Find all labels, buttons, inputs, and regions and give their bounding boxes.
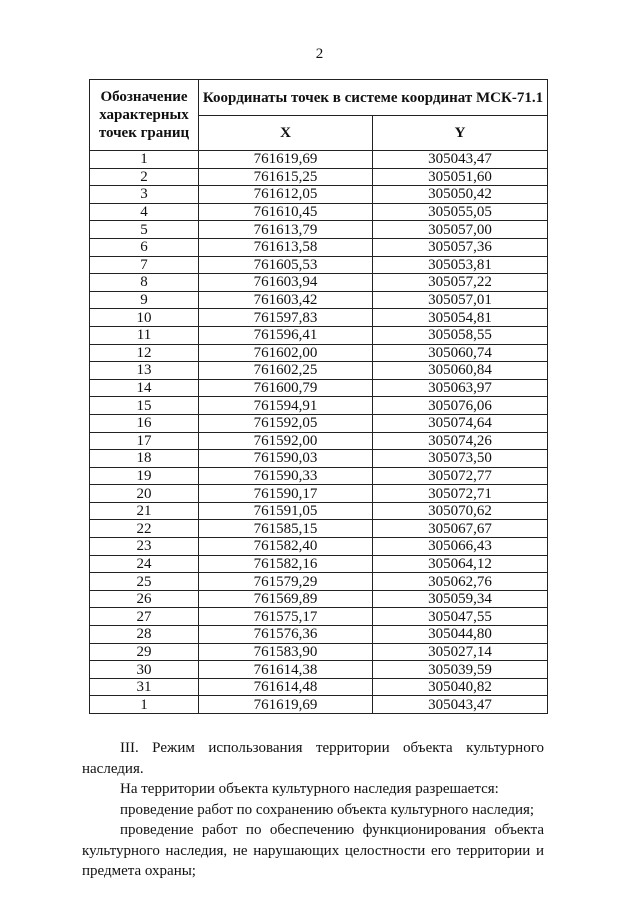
point-number-cell: 4 bbox=[90, 203, 199, 221]
y-coordinate-cell: 305055,05 bbox=[373, 203, 548, 221]
x-coordinate-cell: 761619,69 bbox=[199, 696, 373, 714]
table-row bbox=[90, 256, 548, 274]
point-number-cell: 9 bbox=[90, 291, 199, 309]
x-coordinate-cell: 761590,17 bbox=[199, 485, 373, 503]
table-row bbox=[90, 186, 548, 204]
point-number-cell: 26 bbox=[90, 590, 199, 608]
x-coordinate-cell: 761597,83 bbox=[199, 309, 373, 327]
table-row bbox=[90, 502, 548, 520]
table-row bbox=[90, 291, 548, 309]
y-coordinate-cell: 305074,26 bbox=[373, 432, 548, 450]
table-row bbox=[90, 309, 548, 327]
point-number-cell: 20 bbox=[90, 485, 199, 503]
point-number-cell: 16 bbox=[90, 414, 199, 432]
section-heading-paragraph: III. Режим использования территории объекта культурного наследия. bbox=[82, 740, 544, 777]
point-number-cell: 12 bbox=[90, 344, 199, 362]
x-coordinate-cell: 761614,38 bbox=[199, 661, 373, 679]
table-row bbox=[90, 203, 548, 221]
y-coordinate-cell: 305060,74 bbox=[373, 344, 548, 362]
coordinates-table bbox=[89, 79, 548, 714]
x-coordinate-cell: 761615,25 bbox=[199, 168, 373, 186]
point-number-cell: 5 bbox=[90, 221, 199, 239]
point-number-cell: 2 bbox=[90, 168, 199, 186]
point-number-cell: 19 bbox=[90, 467, 199, 485]
point-number-cell: 27 bbox=[90, 608, 199, 626]
y-coordinate-cell: 305043,47 bbox=[373, 151, 548, 169]
y-coordinate-cell: 305027,14 bbox=[373, 643, 548, 661]
y-coordinate-cell: 305057,00 bbox=[373, 221, 548, 239]
point-number-cell: 23 bbox=[90, 538, 199, 556]
table-row bbox=[90, 274, 548, 292]
point-number-cell: 1 bbox=[90, 151, 199, 169]
x-coordinate-cell: 761610,45 bbox=[199, 203, 373, 221]
point-number-cell: 24 bbox=[90, 555, 199, 573]
table-row bbox=[90, 590, 548, 608]
point-number-cell: 8 bbox=[90, 274, 199, 292]
x-coordinate-cell: 761592,00 bbox=[199, 432, 373, 450]
y-coordinate-cell: 305063,97 bbox=[373, 379, 548, 397]
table-row bbox=[90, 520, 548, 538]
table-row bbox=[90, 626, 548, 644]
x-coordinate-cell: 761583,90 bbox=[199, 643, 373, 661]
point-column-header: Обозначение характерных точек границ bbox=[90, 80, 199, 151]
y-coordinate-cell: 305062,76 bbox=[373, 573, 548, 591]
table-row bbox=[90, 485, 548, 503]
y-coordinate-cell: 305058,55 bbox=[373, 326, 548, 344]
y-coordinate-cell: 305053,81 bbox=[373, 256, 548, 274]
table-row bbox=[90, 238, 548, 256]
y-coordinate-cell: 305060,84 bbox=[373, 362, 548, 380]
y-coordinate-cell: 305072,71 bbox=[373, 485, 548, 503]
x-coordinate-cell: 761591,05 bbox=[199, 502, 373, 520]
y-coordinate-cell: 305070,62 bbox=[373, 502, 548, 520]
regime-text bbox=[82, 738, 544, 882]
table-row bbox=[90, 397, 548, 415]
x-coordinate-cell: 761612,05 bbox=[199, 186, 373, 204]
x-coordinate-cell: 761600,79 bbox=[199, 379, 373, 397]
table-row bbox=[90, 326, 548, 344]
table-row bbox=[90, 344, 548, 362]
point-number-cell: 21 bbox=[90, 502, 199, 520]
table-row bbox=[90, 555, 548, 573]
table-row bbox=[90, 168, 548, 186]
point-number-cell: 11 bbox=[90, 326, 199, 344]
y-coordinate-cell: 305040,82 bbox=[373, 678, 548, 696]
point-number-cell: 28 bbox=[90, 626, 199, 644]
point-number-cell: 14 bbox=[90, 379, 199, 397]
x-coordinate-cell: 761596,41 bbox=[199, 326, 373, 344]
point-number-cell: 7 bbox=[90, 256, 199, 274]
x-coordinate-cell: 761603,42 bbox=[199, 291, 373, 309]
y-coordinate-cell: 305057,36 bbox=[373, 238, 548, 256]
x-coordinate-cell: 761602,25 bbox=[199, 362, 373, 380]
text-paragraph: проведение работ по обеспечению функционирования объекта культурного наследия, не нарушающих целостности его территории и предмета охраны; bbox=[82, 822, 544, 879]
point-number-cell: 25 bbox=[90, 573, 199, 591]
y-coordinate-cell: 305047,55 bbox=[373, 608, 548, 626]
y-coordinate-cell: 305076,06 bbox=[373, 397, 548, 415]
y-coordinate-cell: 305057,22 bbox=[373, 274, 548, 292]
y-coordinate-cell: 305051,60 bbox=[373, 168, 548, 186]
point-number-cell: 17 bbox=[90, 432, 199, 450]
coordinate-system-header: Координаты точек в системе координат МСК-71.1 bbox=[199, 80, 548, 116]
table-row bbox=[90, 661, 548, 679]
point-number-cell: 15 bbox=[90, 397, 199, 415]
y-coordinate-cell: 305064,12 bbox=[373, 555, 548, 573]
x-coordinate-cell: 761592,05 bbox=[199, 414, 373, 432]
point-number-cell: 31 bbox=[90, 678, 199, 696]
coordinates-table-body bbox=[90, 151, 548, 714]
x-coordinate-cell: 761590,33 bbox=[199, 467, 373, 485]
point-number-cell: 30 bbox=[90, 661, 199, 679]
point-number-cell: 22 bbox=[90, 520, 199, 538]
text-paragraph: На территории объекта культурного наследия разрешается: bbox=[120, 781, 499, 797]
y-coordinate-cell: 305074,64 bbox=[373, 414, 548, 432]
y-coordinate-cell: 305057,01 bbox=[373, 291, 548, 309]
x-coordinate-cell: 761594,91 bbox=[199, 397, 373, 415]
table-row bbox=[90, 643, 548, 661]
y-coordinate-cell: 305072,77 bbox=[373, 467, 548, 485]
x-coordinate-cell: 761575,17 bbox=[199, 608, 373, 626]
table-row bbox=[90, 608, 548, 626]
y-coordinate-cell: 305054,81 bbox=[373, 309, 548, 327]
y-coordinate-cell: 305044,80 bbox=[373, 626, 548, 644]
x-coordinate-cell: 761614,48 bbox=[199, 678, 373, 696]
x-column-header: X bbox=[199, 116, 373, 151]
table-row bbox=[90, 678, 548, 696]
y-coordinate-cell: 305066,43 bbox=[373, 538, 548, 556]
point-number-cell: 10 bbox=[90, 309, 199, 327]
table-row bbox=[90, 379, 548, 397]
y-coordinate-cell: 305067,67 bbox=[373, 520, 548, 538]
table-row bbox=[90, 696, 548, 714]
y-coordinate-cell: 305059,34 bbox=[373, 590, 548, 608]
table-row bbox=[90, 151, 548, 169]
x-coordinate-cell: 761602,00 bbox=[199, 344, 373, 362]
x-coordinate-cell: 761585,15 bbox=[199, 520, 373, 538]
table-row bbox=[90, 450, 548, 468]
y-column-header: Y bbox=[373, 116, 548, 151]
table-row bbox=[90, 573, 548, 591]
x-coordinate-cell: 761582,40 bbox=[199, 538, 373, 556]
table-row bbox=[90, 538, 548, 556]
x-coordinate-cell: 761613,58 bbox=[199, 238, 373, 256]
y-coordinate-cell: 305039,59 bbox=[373, 661, 548, 679]
x-coordinate-cell: 761619,69 bbox=[199, 151, 373, 169]
x-coordinate-cell: 761569,89 bbox=[199, 590, 373, 608]
table-row bbox=[90, 362, 548, 380]
x-coordinate-cell: 761576,36 bbox=[199, 626, 373, 644]
y-coordinate-cell: 305043,47 bbox=[373, 696, 548, 714]
x-coordinate-cell: 761613,79 bbox=[199, 221, 373, 239]
point-number-cell: 1 bbox=[90, 696, 199, 714]
point-number-cell: 6 bbox=[90, 238, 199, 256]
x-coordinate-cell: 761590,03 bbox=[199, 450, 373, 468]
point-number-cell: 29 bbox=[90, 643, 199, 661]
y-coordinate-cell: 305050,42 bbox=[373, 186, 548, 204]
x-coordinate-cell: 761579,29 bbox=[199, 573, 373, 591]
point-number-cell: 13 bbox=[90, 362, 199, 380]
x-coordinate-cell: 761603,94 bbox=[199, 274, 373, 292]
page-number: 2 bbox=[315, 46, 324, 62]
y-coordinate-cell: 305073,50 bbox=[373, 450, 548, 468]
x-coordinate-cell: 761582,16 bbox=[199, 555, 373, 573]
text-paragraph: проведение работ по сохранению объекта культурного наследия; bbox=[120, 801, 535, 818]
point-number-cell: 18 bbox=[90, 450, 199, 468]
table-row bbox=[90, 221, 548, 239]
x-coordinate-cell: 761605,53 bbox=[199, 256, 373, 274]
table-row bbox=[90, 432, 548, 450]
point-number-cell: 3 bbox=[90, 186, 199, 204]
table-row bbox=[90, 414, 548, 432]
table-row bbox=[90, 467, 548, 485]
